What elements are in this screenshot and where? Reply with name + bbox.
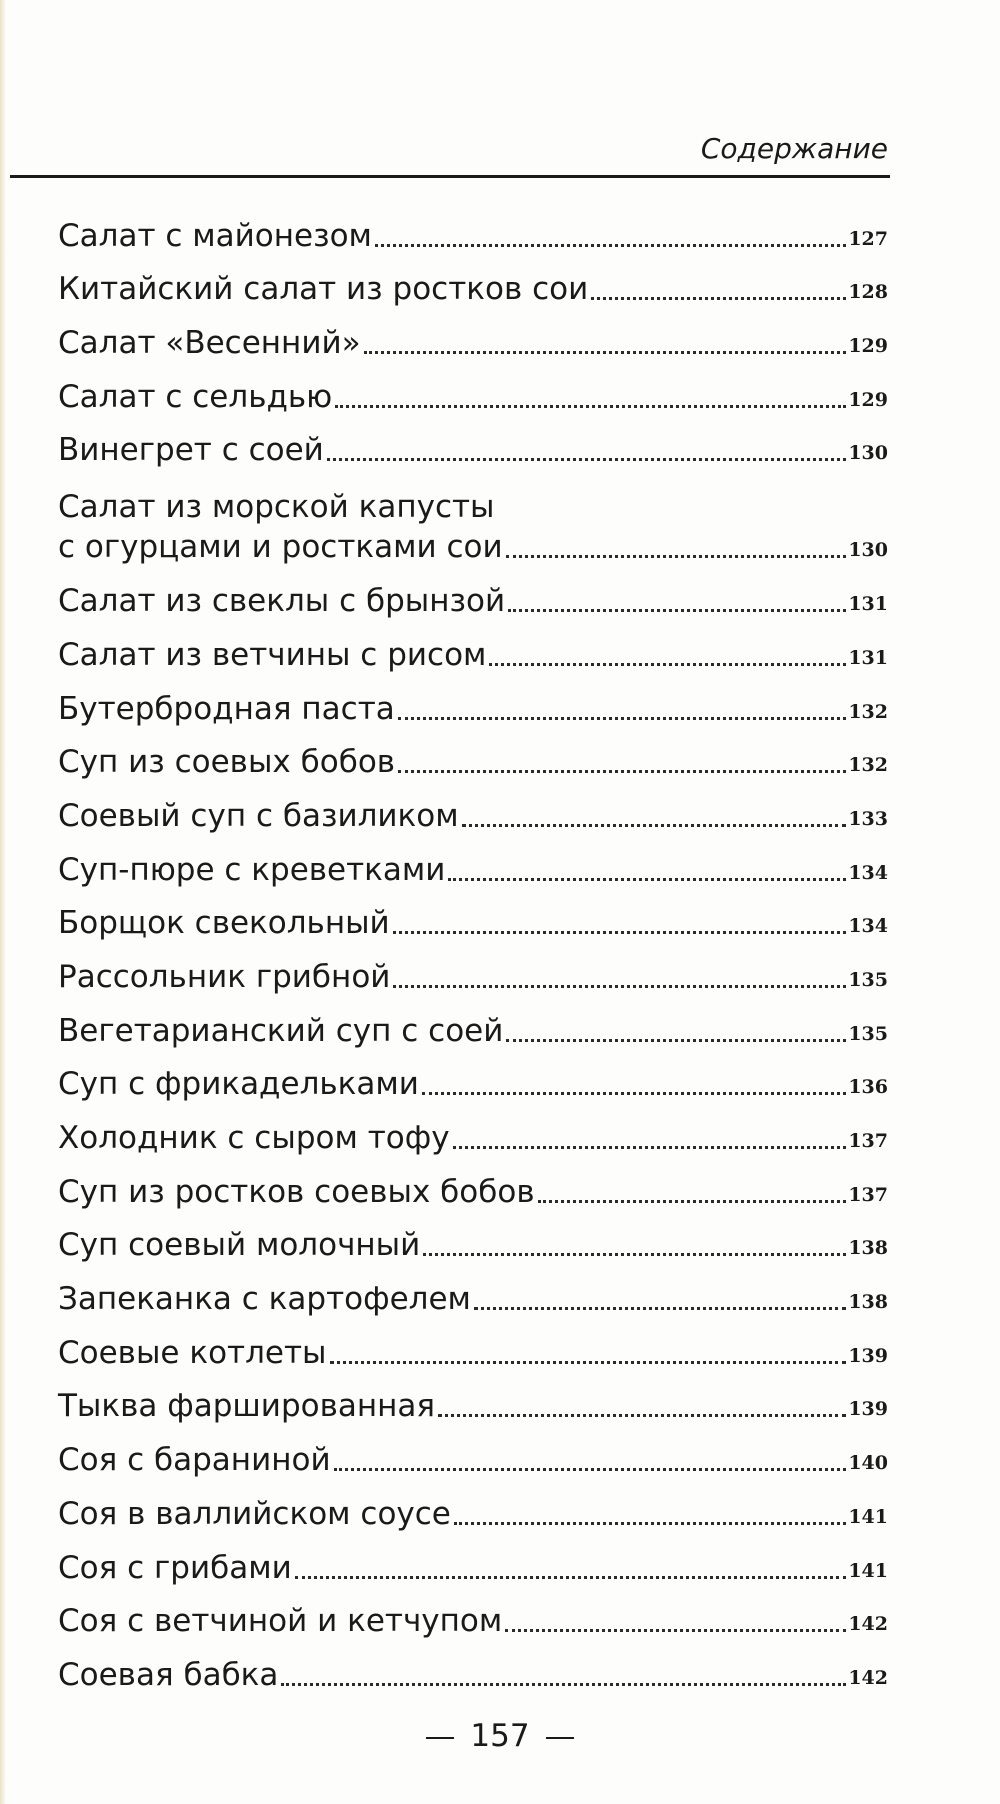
toc-entry-title: Соя с бараниной [58,1442,331,1479]
toc-entry-page: 139 [848,1398,888,1421]
toc-entry[interactable] [58,254,888,308]
toc-entry[interactable] [58,941,888,995]
toc-entry[interactable] [58,1639,888,1693]
page-footer [0,1718,1000,1754]
toc-entry-page: 137 [848,1183,888,1206]
toc-entry-page: 142 [848,1613,888,1636]
toc-entry[interactable] [58,995,888,1049]
toc-entry[interactable] [58,415,888,469]
toc-entry[interactable] [58,200,888,254]
toc-entry-title: Суп соевый молочный [58,1227,421,1264]
toc-entry-title: Салат из ветчины с рисом [58,636,487,673]
toc-entry-title: Суп-пюре с креветками [58,851,446,888]
toc-entry-title: Соя с ветчиной и кетчупом [58,1603,503,1640]
toc-leader-dots [462,824,847,827]
toc-leader-dots [505,1629,846,1632]
toc-leader-dots [423,1253,846,1256]
running-header: Содержание [700,132,888,165]
toc-entry-page: 140 [848,1452,888,1475]
toc-entry-page: 141 [848,1505,888,1528]
toc-entry[interactable] [58,361,888,415]
toc-entry[interactable] [58,673,888,727]
toc-leader-dots [538,1200,847,1203]
toc-leader-dots [281,1683,846,1686]
toc-entry-title-line1: Салат из морской капусты [58,489,495,526]
toc-entry[interactable] [58,1263,888,1317]
toc-entry[interactable] [58,1156,888,1210]
toc-entry-page: 138 [848,1291,888,1314]
toc-entry-page: 134 [848,861,888,884]
toc-entry-page: 138 [848,1237,888,1260]
toc-entry-page: 132 [848,700,888,723]
toc-entry[interactable] [58,1102,888,1156]
toc-entry-page: 141 [848,1559,888,1582]
toc-entry-title: Бутербродная паста [58,690,395,727]
toc-leader-dots [508,609,846,612]
toc-leader-dots [438,1414,846,1417]
toc-entry-row [58,529,888,565]
footer-dash-left [426,1737,454,1739]
toc-entry-page: 131 [848,646,888,669]
toc-entry-page: 136 [848,1076,888,1099]
toc-entry-page: 130 [848,539,888,562]
toc-entry-title: Соевый суп с базиликом [58,797,459,834]
toc-entry-title: Суп с фрикадельками [58,1066,419,1103]
toc-entry[interactable] [58,727,888,781]
toc-entry-title: Холодник с сыром тофу [58,1120,450,1156]
toc-leader-dots [398,717,847,720]
toc-entry[interactable] [58,888,888,942]
toc-leader-dots [448,878,846,881]
toc-leader-dots [506,555,847,558]
toc-entry-title: Соя с грибами [58,1549,292,1586]
toc-entry[interactable] [58,1532,888,1586]
toc-entry-title: Салат с сельдью [58,378,333,415]
header-rule [10,175,890,178]
toc-entry[interactable] [58,1317,888,1371]
toc-entry[interactable] [58,619,888,673]
toc-entry-title: Суп из соевых бобов [58,744,396,781]
page-edge-shadow [0,0,6,1804]
toc-leader-dots [506,1039,846,1042]
toc-entry-page: 130 [848,442,888,465]
footer-dash-right [546,1737,574,1739]
toc-leader-dots [393,931,847,934]
toc-entry-title: Салат «Весенний» [58,325,361,362]
toc-entry-page: 127 [848,227,888,250]
toc-entry-page: 134 [848,915,888,938]
toc-entry-title: Салат из свеклы с брынзой [58,583,506,620]
toc-leader-dots [375,244,846,247]
page-number: 157 [470,1718,530,1754]
toc-leader-dots [453,1146,847,1149]
toc-leader-dots [327,458,846,461]
toc-entry-title: Запеканка с картофелем [58,1281,471,1318]
toc-entry-page: 129 [848,388,888,411]
toc-leader-dots [591,297,846,300]
toc-entry-page: 131 [848,593,888,616]
toc-entry[interactable] [58,780,888,834]
toc-leader-dots [393,985,846,988]
toc-entry-title: Соевые котлеты [58,1334,327,1371]
toc-entry-title: Винегрет с соей [58,432,324,469]
toc-entry[interactable] [58,307,888,361]
toc-leader-dots [295,1576,847,1579]
table-of-contents [58,200,888,1693]
toc-entry-page: 135 [848,968,888,991]
toc-entry[interactable] [58,468,888,565]
toc-leader-dots [489,663,846,666]
toc-leader-dots [364,351,847,354]
toc-entry-title: Салат с майонезом [58,217,372,254]
toc-entry-page: 139 [848,1344,888,1367]
toc-leader-dots [398,770,846,773]
toc-entry[interactable] [58,1478,888,1532]
toc-entry[interactable] [58,834,888,888]
toc-entry[interactable] [58,1210,888,1264]
toc-entry-title: Борщок свекольный [58,905,390,942]
toc-leader-dots [454,1522,846,1525]
toc-entry[interactable] [58,1586,888,1640]
toc-entry-page: 137 [848,1130,888,1152]
toc-leader-dots [334,1468,847,1471]
toc-leader-dots [422,1092,846,1095]
toc-leader-dots [330,1361,847,1364]
toc-leader-dots [335,405,846,408]
toc-entry-page: 132 [848,754,888,777]
toc-leader-dots [474,1307,846,1310]
toc-entry-page: 128 [848,281,888,304]
toc-entry[interactable] [58,565,888,619]
toc-entry-page: 142 [848,1666,888,1689]
toc-entry-title: Вегетарианский суп с соей [58,1012,504,1049]
toc-entry-page: 129 [848,335,888,358]
toc-entry[interactable] [58,1424,888,1478]
toc-entry-title: Соевая бабка [58,1656,279,1693]
toc-entry-title: Рассольник грибной [58,958,391,995]
toc-entry-title: Соя в валлийском соусе [58,1495,451,1532]
toc-entry-page: 133 [848,807,888,830]
toc-entry-title: Суп из ростков соевых бобов [58,1173,535,1210]
toc-entry[interactable] [58,1049,888,1103]
toc-entry-title: Китайский салат из ростков сои [58,271,589,308]
toc-entry[interactable] [58,1371,888,1425]
toc-entry-title: Тыква фаршированная [58,1388,436,1425]
toc-entry-title: с огурцами и ростками сои [58,529,503,566]
toc-entry-page: 135 [848,1022,888,1045]
